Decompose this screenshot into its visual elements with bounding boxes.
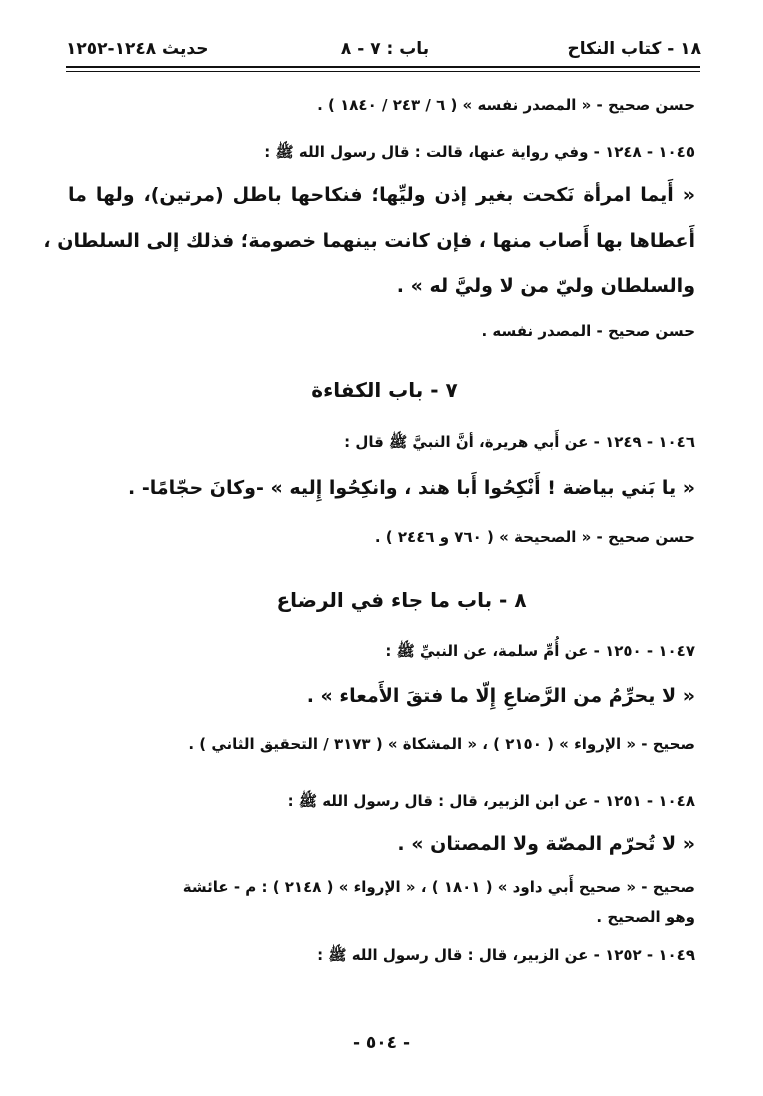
hadith-text-1249: « يا بَني بياضة ! أَنْكِحُوا أَبا هند ، وانكِحُوا إِليه » -وكانَ حجّامًا- .: [128, 477, 695, 499]
hadith-text-1251: « لا تُحرّم المصّة ولا المصتان » .: [397, 833, 695, 855]
hadith-range: حديث ١٢٤٨-١٢٥٢: [66, 39, 209, 59]
hadith-text-1250: « لا يحرِّمُ من الرَّضاعِ إِلّا ما فتقَ الأَمعاء » .: [306, 685, 695, 707]
grading-line-continued: وهو الصحيح .: [596, 908, 695, 926]
grading-line: حسن صحيح - « المصدر نفسه » ( ٦ / ٢٤٣ / ١٨٤٠ ) .: [317, 96, 695, 114]
grading-line: صحيح - « صحيح أَبي داود » ( ١٨٠١ ) ، « الإرواء » ( ٢١٤٨ ) : م - عائشة: [182, 878, 695, 896]
hadith-intro-1248: ١٠٤٥ - ١٢٤٨ - وفي رواية عنها، قالت : قال رسول الله ﷺ :: [264, 143, 695, 161]
hadith-intro-1251: ١٠٤٨ - ١٢٥١ - عن ابن الزبير، قال : قال رسول الله ﷺ :: [287, 792, 695, 810]
page-number: - ٥٠٤ -: [352, 1033, 411, 1053]
hadith-text-line-1: « أَيما امرأة نَكحت بغير إذن وليِّها؛ فنكاحها باطل (مرتين)، ولها ما: [68, 184, 695, 206]
grading-line: صحيح - « الإرواء » ( ٢١٥٠ ) ، « المشكاة » ( ٣١٧٣ / التحقيق الثاني ) .: [188, 735, 695, 753]
section-heading-rada: ٨ - باب ما جاء في الرضاع: [276, 588, 527, 612]
grading-line: حسن صحيح - « الصحيحة » ( ٧٦٠ و ٢٤٤٦ ) .: [374, 528, 695, 546]
section-range: باب : ٧ - ٨: [340, 39, 430, 59]
section-heading-kafaah: ٧ - باب الكفاءة: [311, 378, 458, 402]
hadith-intro-1252: ١٠٤٩ - ١٢٥٢ - عن الزبير، قال : قال رسول الله ﷺ :: [317, 946, 695, 964]
hadith-text-line-3: والسلطان وليّ من لا وليَّ له » .: [396, 275, 695, 297]
header-rule-thin: [66, 71, 700, 72]
hadith-text-line-2: أَعطاها بها أَصاب منها ، فإن كانت بينهما خصومة؛ فذلك إلى السلطان ،: [43, 230, 695, 252]
grading-line: حسن صحيح - المصدر نفسه .: [481, 322, 695, 340]
chapter-title: ١٨ - كتاب النكاح: [567, 39, 701, 59]
header-rule-thick: [66, 66, 700, 68]
hadith-intro-1250: ١٠٤٧ - ١٢٥٠ - عن أُمِّ سلمة، عن النبيِّ ﷺ :: [385, 642, 695, 660]
hadith-intro-1249: ١٠٤٦ - ١٢٤٩ - عن أَبي هريرة، أنَّ النبيَّ ﷺ قال :: [344, 433, 695, 451]
